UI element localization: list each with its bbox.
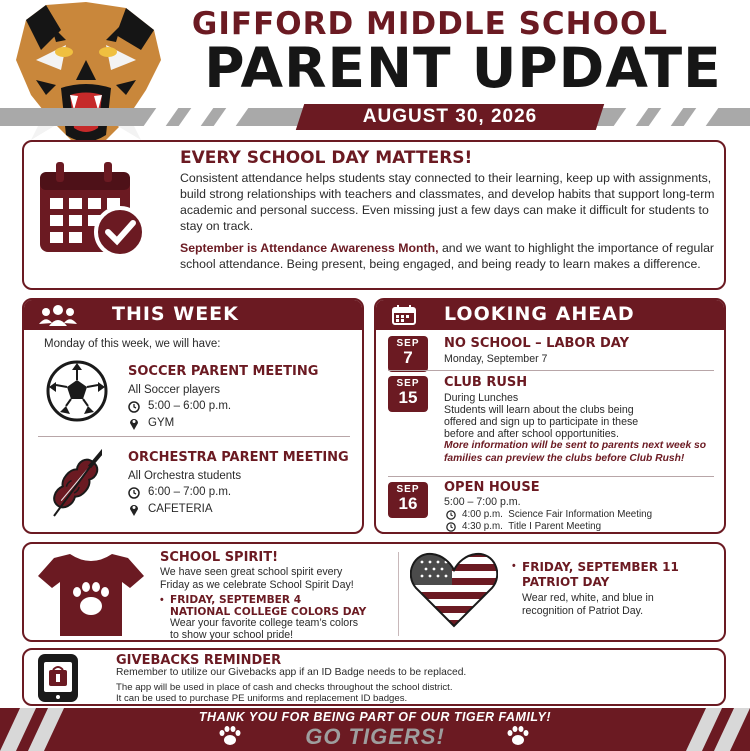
event-title: OPEN HOUSE — [444, 480, 540, 495]
attendance-card — [22, 140, 726, 290]
event-date: Monday, September 7 — [444, 353, 548, 365]
school-name: GIFFORD MIDDLE SCHOOL — [191, 6, 669, 42]
this-week-heading: THIS WEEK — [112, 303, 239, 325]
event-audience: All Soccer players — [128, 384, 221, 396]
clock-icon — [446, 510, 456, 520]
spirit-title: SCHOOL SPIRIT! — [160, 550, 279, 565]
footer-slogan: GO TIGERS! — [305, 724, 445, 749]
spirit-item-desc: to show your school pride! — [170, 629, 294, 641]
event-time: 5:00 – 7:00 p.m. — [444, 496, 521, 508]
event-title: CLUB RUSH — [444, 375, 528, 390]
givebacks-line: The app will be used in place of cash and checks throughout the school district. — [116, 682, 453, 693]
attendance-title: EVERY SCHOOL DAY MATTERS! — [180, 148, 473, 168]
attendance-body: Consistent attendance helps students stay connected to their learning, keep up with assignments, build strong relationships with teachers and classmates, and develop habits that support long-term academic and personal success. Even missing just a few days can make it difficult for students to stay on track. — [180, 171, 715, 233]
spirit-item-desc: Wear red, white, and blue in — [522, 592, 654, 604]
givebacks-line: It can be used to purchase PE uniforms and replacement ID badges. — [116, 693, 408, 704]
looking-ahead-heading: LOOKING AHEAD — [444, 303, 635, 325]
paw-icon — [506, 725, 530, 747]
event-line: Students will learn about the clubs being — [444, 404, 634, 416]
event-line: During Lunches — [444, 392, 519, 404]
spirit-item-date: FRIDAY, SEPTEMBER 4 — [170, 594, 302, 606]
clock-icon — [446, 522, 456, 532]
this-week-header — [24, 300, 362, 330]
flag-heart-icon — [410, 550, 498, 628]
event-line: offered and sign up to participate in these — [444, 416, 639, 428]
calendar-check-icon — [38, 158, 148, 258]
awareness-highlight: September is Attendance Awareness Month, — [180, 241, 439, 255]
attendance-awareness — [180, 240, 720, 272]
clock-icon — [128, 487, 140, 499]
event-time: 6:00 – 7:00 p.m. — [148, 486, 232, 498]
event-time: 5:00 – 6:00 p.m. — [148, 400, 232, 412]
spirit-body: Friday as we celebrate School Spirit Day! — [160, 579, 354, 591]
date-badge: SEP 15 — [388, 376, 428, 412]
page-title: PARENT UPDATE — [204, 36, 722, 100]
this-week-card — [22, 298, 364, 534]
date-band — [0, 104, 750, 130]
footer-band — [0, 708, 750, 751]
givebacks-title: GIVEBACKS REMINDER — [116, 653, 282, 668]
people-icon — [38, 304, 78, 326]
location-pin-icon — [129, 503, 139, 516]
event-line: before and after school opportunities. — [444, 428, 619, 440]
givebacks-line: Remember to utilize our Givebacks app if an ID Badge needs to be replaced. — [116, 667, 467, 678]
footer-thanks: THANK YOU FOR BEING PART OF OUR TIGER FAMILY! — [198, 710, 552, 724]
givebacks-card — [22, 648, 726, 706]
soccer-ball-icon — [46, 360, 108, 422]
event-note: More information will be sent to parents next week so families can preview the clubs before Club Rush! — [444, 440, 707, 464]
clock-icon — [128, 401, 140, 413]
tshirt-paw-icon — [36, 550, 146, 638]
spirit-item-date: FRIDAY, SEPTEMBER 11 — [522, 560, 679, 574]
spirit-item-name: NATIONAL COLLEGE COLORS DAY — [170, 606, 367, 618]
event-location: CAFETERIA — [148, 503, 213, 515]
this-week-intro: Monday of this week, we will have: — [44, 338, 221, 350]
looking-ahead-card — [374, 298, 726, 534]
spirit-item-name: PATRIOT DAY — [522, 575, 610, 589]
awareness-text: and we want to highlight the importance of regular school attendance. Being present, being engaged, and being ready to learn makes a difference. — [180, 241, 715, 271]
event-title: NO SCHOOL – LABOR DAY — [444, 336, 630, 351]
sub-event: 4:30 p.m. Title I Parent Meeting — [462, 521, 602, 532]
spirit-item-desc: recognition of Patriot Day. — [522, 605, 644, 617]
school-spirit-card: SCHOOL SPIRIT! We have seen great school spirit every Friday as we celebrate School Spirit Day! • FRIDAY, SEPTEMBER 4 NATIONAL COLLEGE COLORS DAY Wear your favorite college team’s colors to show your school pride! • FRIDAY, SEPTEMBER 11 PATRIOT DAY Wear red, white, and blue in recognition of Patriot Day. — [22, 542, 726, 642]
issue-date: AUGUST 30, 2026 — [362, 106, 538, 127]
looking-ahead-header — [376, 300, 724, 330]
date-badge: SEP 7 — [388, 336, 428, 372]
event-title: ORCHESTRA PARENT MEETING — [128, 450, 349, 465]
phone-app-icon — [36, 652, 80, 704]
violin-icon — [50, 446, 102, 520]
spirit-body: We have seen great school spirit every — [160, 566, 343, 578]
spirit-item-desc: Wear your favorite college team’s colors — [170, 617, 359, 629]
event-title: SOCCER PARENT MEETING — [128, 364, 319, 379]
event-audience: All Orchestra students — [128, 470, 242, 482]
event-location: GYM — [148, 417, 175, 429]
date-badge: SEP 16 — [388, 482, 428, 518]
calendar-icon — [392, 305, 416, 325]
sub-event: 4:00 p.m. Science Fair Information Meeting — [462, 509, 653, 520]
location-pin-icon — [129, 417, 139, 430]
